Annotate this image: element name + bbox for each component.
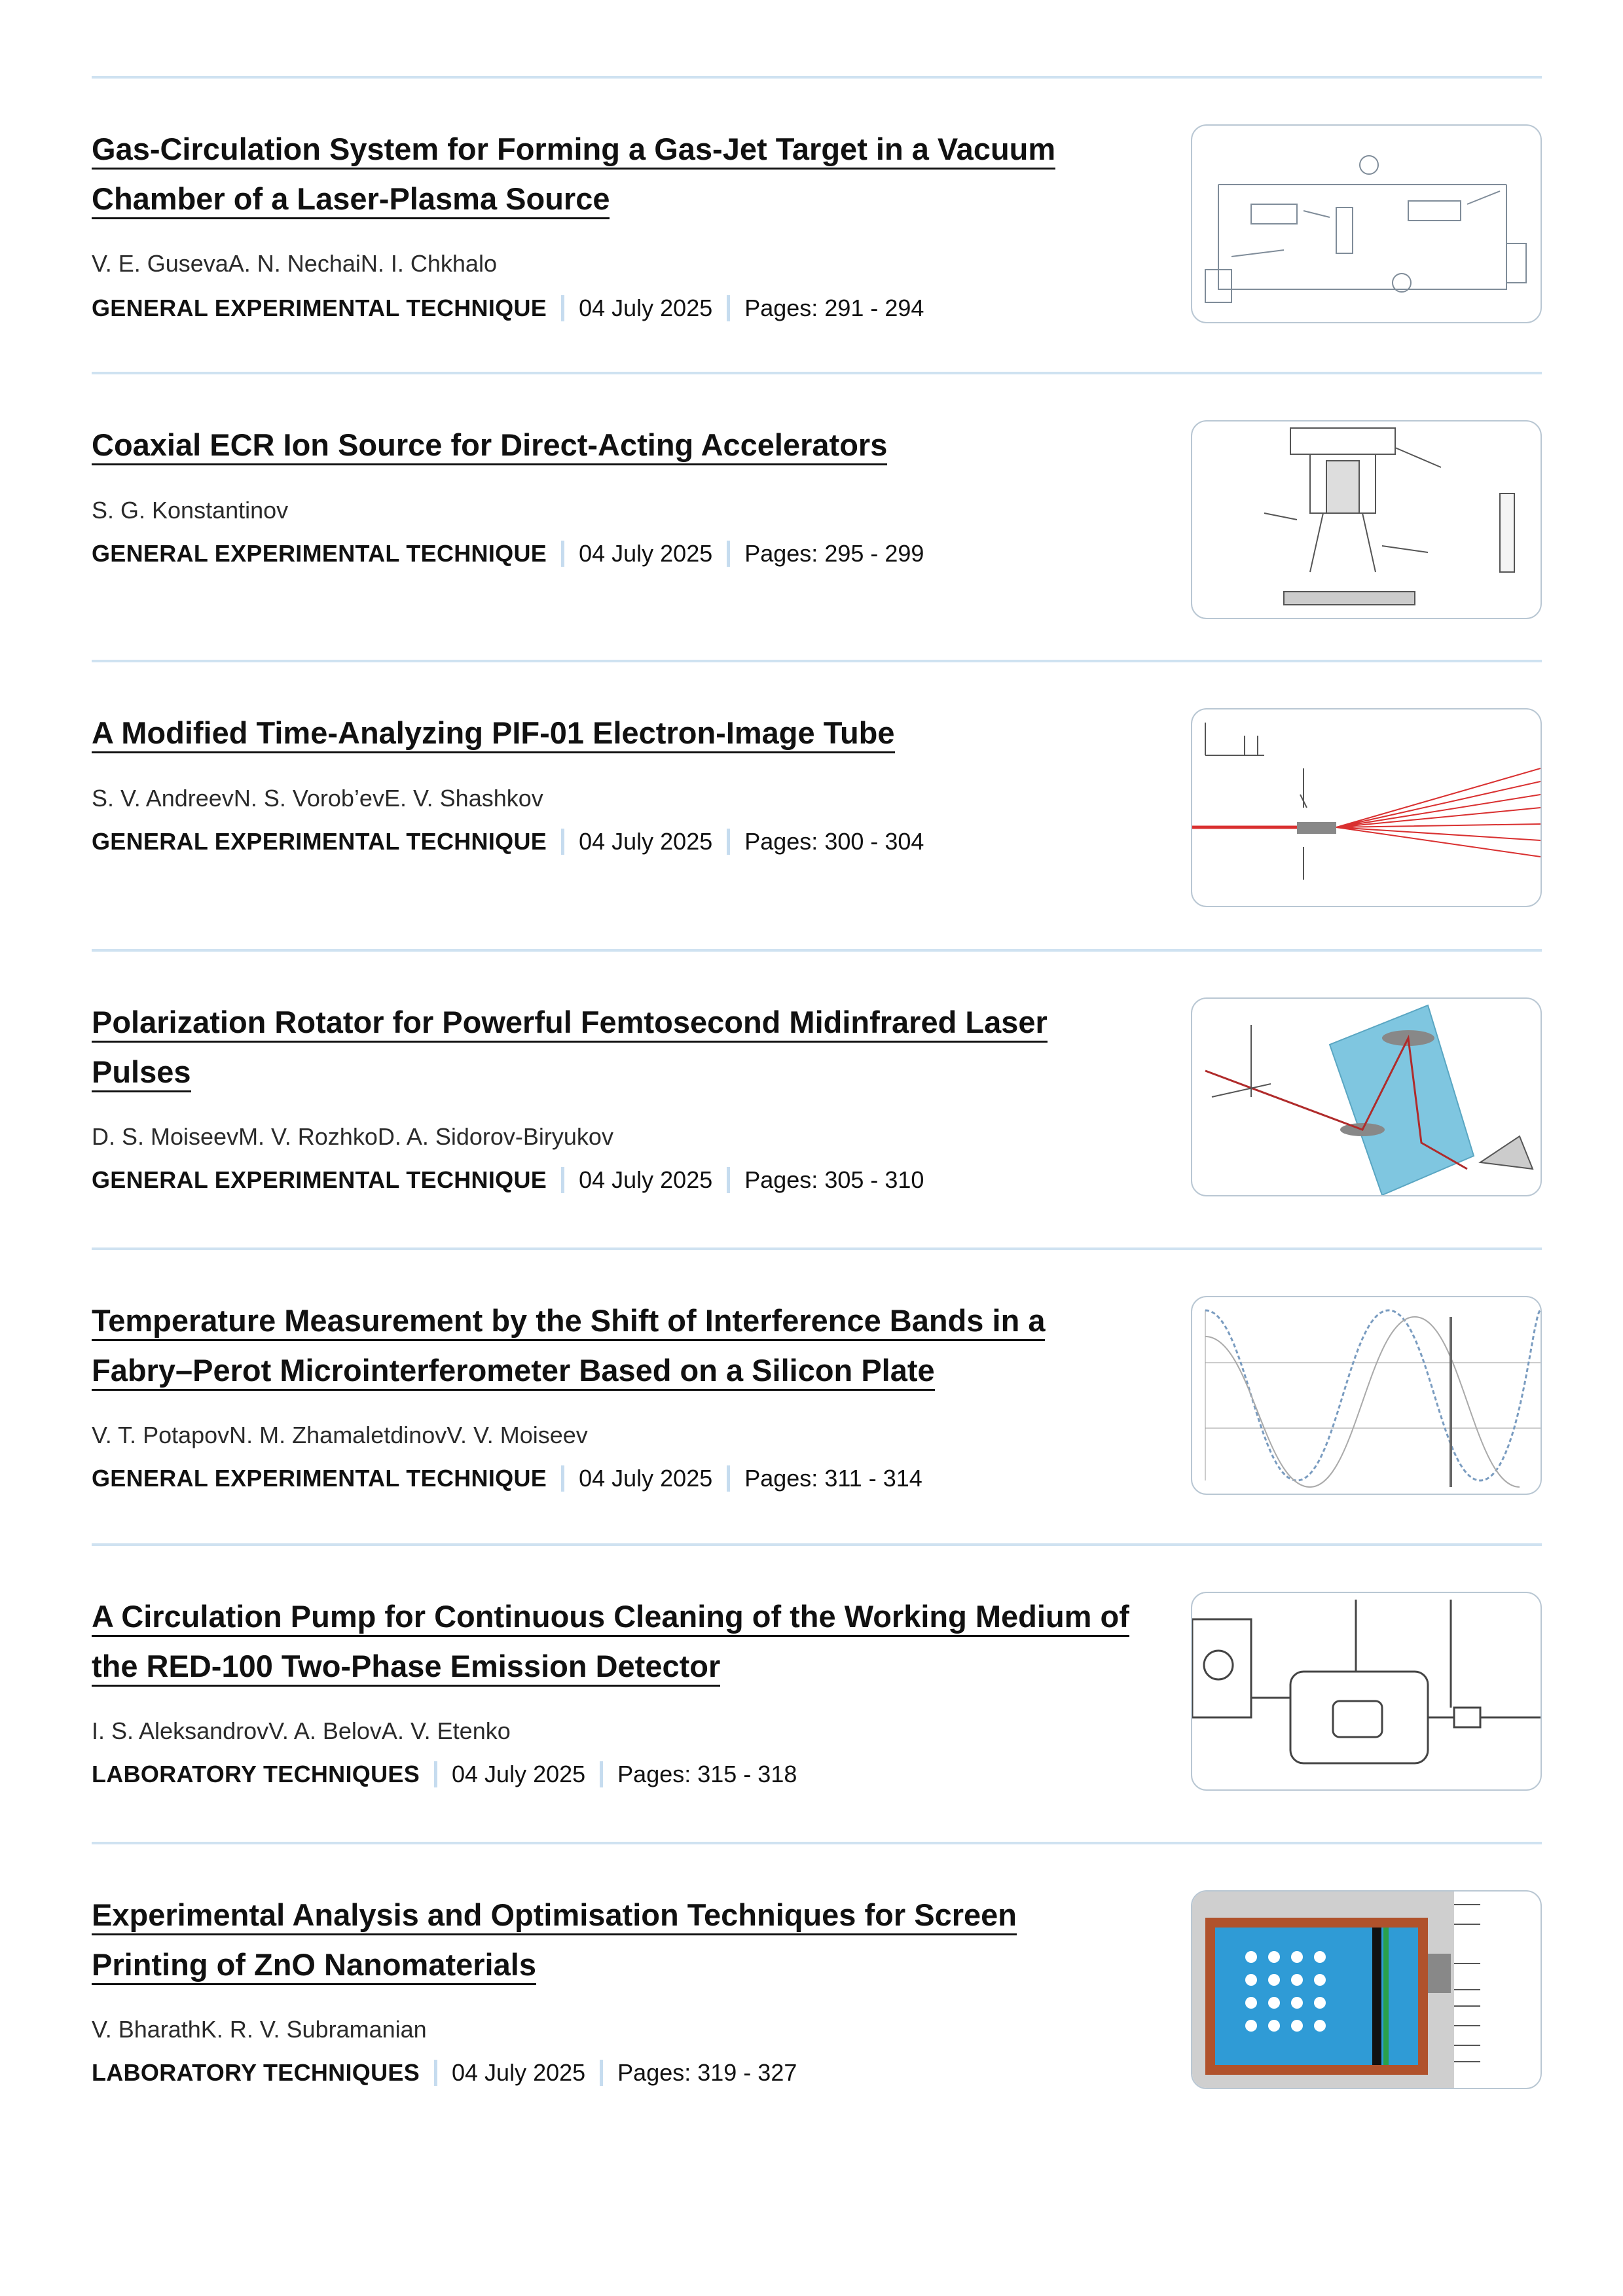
article-authors: S. G. Konstantinov [92,497,289,524]
article-pages: Pages: 300 - 304 [744,828,924,855]
article-category[interactable]: GENERAL EXPERIMENTAL TECHNIQUE [92,1166,547,1193]
article-title-link[interactable]: Coaxial ECR Ion Source for Direct-Acting Accelerators [92,427,887,465]
article-meta [92,1761,797,1788]
pump-diagram-icon[interactable] [1191,1592,1542,1791]
article-category[interactable]: LABORATORY TECHNIQUES [92,1761,420,1787]
screen-printing-diagram-icon[interactable] [1191,1890,1542,2089]
thumbnail-graphic [1192,422,1541,618]
interference-plot-icon[interactable] [1191,1296,1542,1495]
article-card [92,660,1542,949]
ion-source-diagram-icon[interactable] [1191,420,1542,619]
article-title-link[interactable]: Gas-Circulation System for Forming a Gas-Jet Target in a Vacuum Chamber of a Laser-Plasma Source [92,132,1055,219]
meta-divider [561,541,564,567]
article-card [92,1247,1542,1543]
article-meta [92,828,924,855]
thumbnail-graphic [1192,1297,1541,1494]
article-card [92,76,1542,372]
article-title [92,1592,1139,1691]
article-date: 04 July 2025 [579,540,713,567]
article-card [92,1842,1542,2130]
article-date: 04 July 2025 [579,1465,713,1492]
article-pages: Pages: 311 - 314 [744,1465,922,1492]
article-title-link[interactable]: Temperature Measurement by the Shift of Interference Bands in a Fabry–Perot Microinterferometer Based on a Silicon Plate [92,1303,1045,1391]
article-date: 04 July 2025 [579,295,713,321]
meta-divider [727,829,730,855]
article-date: 04 July 2025 [579,828,713,855]
article-category[interactable]: GENERAL EXPERIMENTAL TECHNIQUE [92,295,547,321]
meta-divider [600,2060,603,2086]
article-title [92,997,1139,1097]
article-title [92,124,1139,224]
article-title [92,1296,1139,1395]
polarization-rotator-diagram-icon[interactable] [1191,997,1542,1196]
article-authors: S. V. AndreevN. S. Vorob’evE. V. Shashkov [92,785,543,812]
article-authors: V. T. PotapovN. M. ZhamaletdinovV. V. Moiseev [92,1422,588,1448]
meta-divider [727,541,730,567]
article-meta [92,2059,797,2087]
article-title [92,1890,1139,1990]
meta-divider [434,1761,437,1787]
thumbnail-graphic [1192,709,1541,906]
schematic-diagram-icon[interactable] [1191,124,1542,323]
article-date: 04 July 2025 [452,2059,586,2086]
article-category[interactable]: GENERAL EXPERIMENTAL TECHNIQUE [92,828,547,855]
article-meta [92,540,924,567]
article-pages: Pages: 295 - 299 [744,540,924,567]
thumbnail-graphic [1192,999,1541,1195]
meta-divider [561,829,564,855]
article-title [92,420,1139,470]
meta-divider [434,2060,437,2086]
thumbnail-graphic [1192,126,1541,322]
article-pages: Pages: 315 - 318 [617,1761,797,1787]
meta-divider [600,1761,603,1787]
article-title-link[interactable]: Experimental Analysis and Optimisation Techniques for Screen Printing of ZnO Nanomaterials [92,1897,1017,1985]
article-meta [92,295,924,322]
electron-tube-diagram-icon[interactable] [1191,708,1542,907]
article-card [92,949,1542,1247]
thumbnail-graphic [1192,1892,1541,2088]
meta-divider [561,1167,564,1193]
thumbnail-graphic [1192,1593,1541,1789]
meta-divider [727,1167,730,1193]
article-authors: I. S. AleksandrovV. A. BelovA. V. Etenko [92,1717,511,1744]
article-authors: V. BharathK. R. V. Subramanian [92,2016,427,2043]
article-category[interactable]: GENERAL EXPERIMENTAL TECHNIQUE [92,1465,547,1492]
meta-divider [727,295,730,321]
article-category[interactable]: LABORATORY TECHNIQUES [92,2059,420,2086]
meta-divider [561,1465,564,1492]
article-authors: V. E. GusevaA. N. NechaiN. I. Chkhalo [92,250,497,277]
article-list [92,76,1542,2130]
article-title [92,708,1139,758]
article-pages: Pages: 319 - 327 [617,2059,797,2086]
article-title-link[interactable]: A Circulation Pump for Continuous Cleaning of the Working Medium of the RED-100 Two-Phase Emission Detector [92,1599,1129,1687]
article-pages: Pages: 291 - 294 [744,295,924,321]
article-date: 04 July 2025 [579,1166,713,1193]
article-pages: Pages: 305 - 310 [744,1166,924,1193]
meta-divider [727,1465,730,1492]
article-meta [92,1465,922,1492]
article-card [92,1543,1542,1842]
article-meta [92,1166,924,1194]
article-title-link[interactable]: Polarization Rotator for Powerful Femtosecond Midinfrared Laser Pulses [92,1005,1048,1092]
article-category[interactable]: GENERAL EXPERIMENTAL TECHNIQUE [92,540,547,567]
article-authors: D. S. MoiseevM. V. RozhkoD. A. Sidorov-Biryukov [92,1123,613,1150]
article-card [92,372,1542,660]
article-date: 04 July 2025 [452,1761,586,1787]
meta-divider [561,295,564,321]
article-title-link[interactable]: A Modified Time-Analyzing PIF-01 Electron-Image Tube [92,715,895,753]
